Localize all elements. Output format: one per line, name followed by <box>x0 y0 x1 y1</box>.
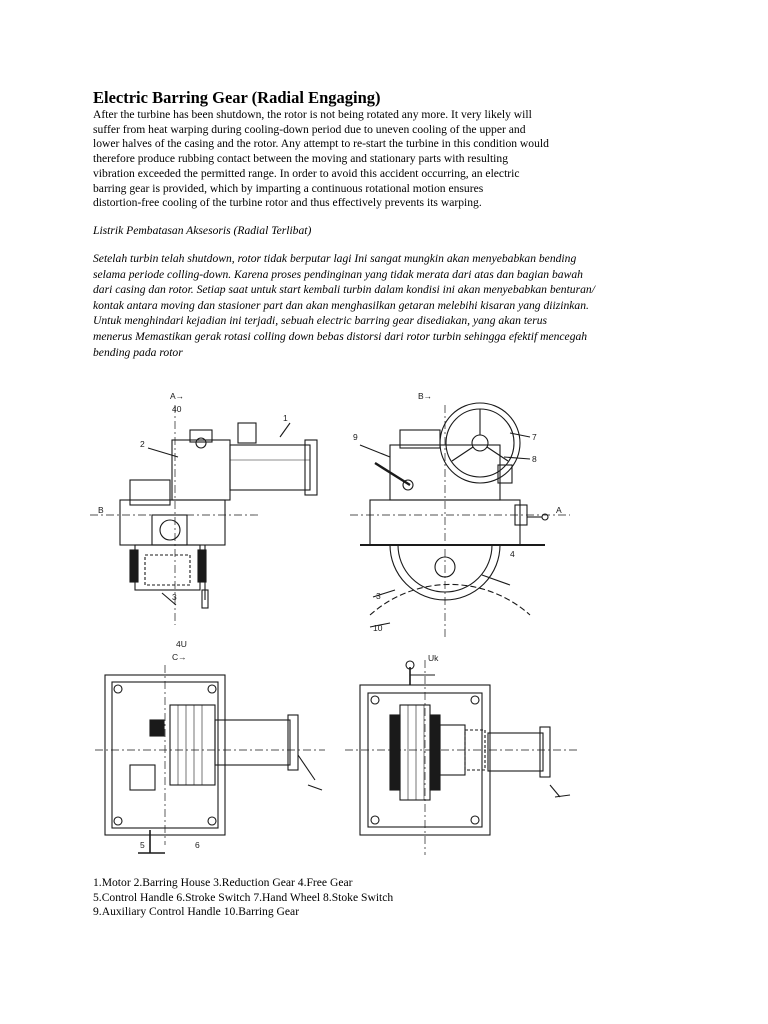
view-label-a-sub: 40 <box>172 404 182 414</box>
side-label-b: B <box>98 505 104 515</box>
indonesian-line: kontak antara moving dan stasioner part dan akan menghasilkan getaran melebihi kisaran yang diizinkan. <box>93 298 589 312</box>
side-view-left <box>90 405 317 625</box>
callout-7: 7 <box>532 432 537 442</box>
barring-gear-drawing <box>90 385 690 865</box>
front-view-right <box>350 403 570 640</box>
plan-view-left <box>95 665 325 853</box>
callout-2: 2 <box>140 439 145 449</box>
callout-4: 4 <box>510 549 515 559</box>
indonesian-line: dari casing dan rotor. Setiap saat untuk start kembali turbin dalam kondisi ini akan menyebabkan benturan/ <box>93 283 595 297</box>
indonesian-line: menerus Memastikan gerak rotasi colling down bebas distorsi dari rotor turbin sehingga efektif mencegah <box>93 329 588 343</box>
callout-10: 10 <box>373 623 383 633</box>
english-line: lower halves of the casing and the rotor. Any attempt to re-start the turbine in this condition would <box>93 137 549 151</box>
callout-3: 3 <box>172 592 177 602</box>
legend-line: 5.Control Handle 6.Stroke Switch 7.Hand Wheel 8.Stoke Switch <box>93 890 394 904</box>
english-line: suffer from heat warping during cooling-down period due to uneven cooling of the upper and <box>93 122 526 136</box>
callout-3b: 3 <box>376 591 381 601</box>
plan-view-right <box>345 660 580 855</box>
indonesian-line: selama periode colling-down. Karena proses pendinginan yang tidak merata dari atas dan bagian bawah <box>93 267 583 281</box>
callout-6: 6 <box>195 840 200 850</box>
indonesian-line: Setelah turbin telah shutdown, rotor tidak berputar lagi Ini sangat mungkin akan menyebabkan bending <box>93 252 577 265</box>
indonesian-line: Untuk menghindari kejadian ini terjadi, sebuah electric barring gear disediakan, yang akan terus <box>93 314 548 328</box>
indonesian-line: bending pada rotor <box>93 345 183 359</box>
view-label-u: Uk <box>428 653 439 663</box>
legend-line: 1.Motor 2.Barring House 3.Reduction Gear 4.Free Gear <box>93 876 353 889</box>
parts-legend <box>93 876 393 920</box>
english-line: therefore produce rubbing contact between the moving and stationary parts with resulting <box>93 152 508 166</box>
english-line: vibration exceeded the permitted range. In order to avoid this accident occurring, an electric <box>93 166 520 180</box>
english-line: distortion-free cooling of the turbine rotor and thus effectively prevents its warping. <box>93 196 482 210</box>
callout-9: 9 <box>353 432 358 442</box>
english-paragraph <box>93 108 653 211</box>
document-title: Electric Barring Gear (Radial Engaging) <box>93 88 381 107</box>
callout-8: 8 <box>532 454 537 464</box>
callout-1: 1 <box>283 413 288 423</box>
callout-5: 5 <box>140 840 145 850</box>
view-label-dim: 4U <box>176 639 187 649</box>
indonesian-heading: Listrik Pembatasan Aksesoris (Radial Terlibat) <box>93 224 312 237</box>
legend-line: 9.Auxiliary Control Handle 10.Barring Gear <box>93 905 300 919</box>
english-line: barring gear is provided, which by imparting a continuous rotational motion ensures <box>93 181 484 195</box>
side-label-a: A <box>556 505 562 515</box>
view-label-a: A→ <box>170 391 185 401</box>
english-line: After the turbine has been shutdown, the rotor is not being rotated any more. It very likely will <box>93 108 532 121</box>
view-label-b: B→ <box>418 391 433 401</box>
indonesian-paragraph <box>93 251 693 360</box>
view-label-c: C→ <box>172 652 187 662</box>
hand-wheel-icon <box>440 403 520 483</box>
